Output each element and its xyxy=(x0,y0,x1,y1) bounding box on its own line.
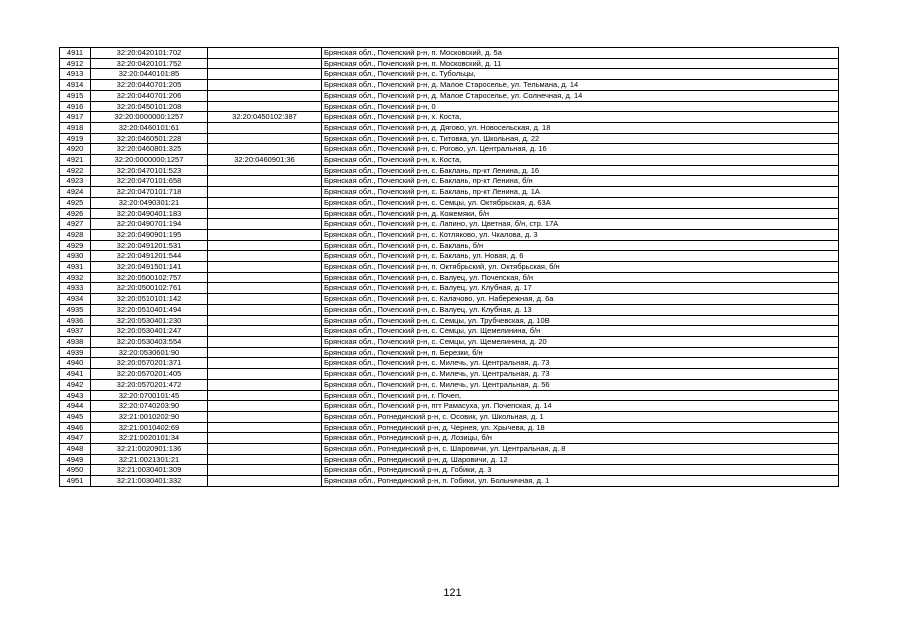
table-row xyxy=(60,304,839,315)
cadastral-number-cell: 32:20:0530601:90 xyxy=(91,347,208,358)
previous-number-cell xyxy=(208,208,322,219)
cadastral-number-cell: 32:20:0490701:194 xyxy=(91,219,208,230)
row-number-cell: 4939 xyxy=(60,347,91,358)
address-cell: Брянская обл., Рогнединский р-н, д. Гобики, д. 3 xyxy=(322,465,839,476)
table-row xyxy=(60,155,839,166)
previous-number-cell: 32:20:0460901:36 xyxy=(208,155,322,166)
table-row xyxy=(60,251,839,262)
previous-number-cell xyxy=(208,58,322,69)
table-row xyxy=(60,411,839,422)
cadastral-number-cell: 32:20:0460101:61 xyxy=(91,122,208,133)
address-cell: Брянская обл., Почепский р-н, с. Баклань, ул. Новая, д. 6 xyxy=(322,251,839,262)
address-cell: Брянская обл., Почепский р-н, п. Березки, б/н xyxy=(322,347,839,358)
cadastral-number-cell: 32:20:0570201:371 xyxy=(91,358,208,369)
row-number-cell: 4936 xyxy=(60,315,91,326)
previous-number-cell xyxy=(208,262,322,273)
previous-number-cell xyxy=(208,336,322,347)
table-row xyxy=(60,390,839,401)
address-cell: Брянская обл., Почепский р-н, с. Милечь, ул. Центральная, д. 56 xyxy=(322,379,839,390)
cadastral-number-cell: 32:21:0010202:90 xyxy=(91,411,208,422)
address-cell: Брянская обл., Почепский р-н, с. Семцы, ул. Октябрьская, д. 63А xyxy=(322,197,839,208)
row-number-cell: 4949 xyxy=(60,454,91,465)
previous-number-cell xyxy=(208,454,322,465)
row-number-cell: 4921 xyxy=(60,155,91,166)
previous-number-cell xyxy=(208,187,322,198)
address-cell: Брянская обл., Почепский р-н, с. Калачово, ул. Набережная, д. 6а xyxy=(322,294,839,305)
cadastral-number-cell: 32:20:0460801:325 xyxy=(91,144,208,155)
previous-number-cell xyxy=(208,48,322,59)
previous-number-cell: 32:20:0450102:387 xyxy=(208,112,322,123)
cadastral-number-cell: 32:20:0460501:228 xyxy=(91,133,208,144)
row-number-cell: 4948 xyxy=(60,444,91,455)
table-row xyxy=(60,219,839,230)
address-cell: Брянская обл., Почепский р-н, пгт Рамасуха, ул. Почепская, д. 14 xyxy=(322,401,839,412)
cadastral-number-cell: 32:20:0500102:761 xyxy=(91,283,208,294)
cadastral-number-cell: 32:20:0491201:531 xyxy=(91,240,208,251)
cadastral-number-cell: 32:20:0491501:141 xyxy=(91,262,208,273)
address-cell: Брянская обл., Почепский р-н, с. Семцы, ул. Щемелинина, б/н xyxy=(322,326,839,337)
table-row xyxy=(60,283,839,294)
address-cell: Брянская обл., Почепский р-н, с. Милечь, ул. Центральная, д. 73 xyxy=(322,369,839,380)
address-cell: Брянская обл., Рогнединский р-н, д. Шаровичи, д. 12 xyxy=(322,454,839,465)
table-row xyxy=(60,176,839,187)
table-row xyxy=(60,58,839,69)
address-cell: Брянская обл., Почепский р-н, с. Баклань, пр-кт Ленина, д. 1А xyxy=(322,187,839,198)
table-row xyxy=(60,454,839,465)
cadastral-number-cell: 32:21:0021301:21 xyxy=(91,454,208,465)
cadastral-number-cell: 32:20:0570201:472 xyxy=(91,379,208,390)
row-number-cell: 4944 xyxy=(60,401,91,412)
row-number-cell: 4938 xyxy=(60,336,91,347)
row-number-cell: 4946 xyxy=(60,422,91,433)
row-number-cell: 4926 xyxy=(60,208,91,219)
cadastral-number-cell: 32:20:0450101:208 xyxy=(91,101,208,112)
previous-number-cell xyxy=(208,294,322,305)
table-row xyxy=(60,112,839,123)
row-number-cell: 4914 xyxy=(60,80,91,91)
table-row xyxy=(60,326,839,337)
cadastral-number-cell: 32:20:0490301:21 xyxy=(91,197,208,208)
previous-number-cell xyxy=(208,315,322,326)
cadastral-number-cell: 32:20:0420101:752 xyxy=(91,58,208,69)
address-cell: Брянская обл., Почепский р-н, с. Баклань, пр-кт Ленина, д. 16 xyxy=(322,165,839,176)
previous-number-cell xyxy=(208,401,322,412)
cadastral-number-cell: 32:21:0010402:69 xyxy=(91,422,208,433)
previous-number-cell xyxy=(208,90,322,101)
table-row xyxy=(60,347,839,358)
row-number-cell: 4922 xyxy=(60,165,91,176)
previous-number-cell xyxy=(208,219,322,230)
address-cell: Брянская обл., Почепский р-н, д. Малое Староселье, ул. Солнечная, д. 14 xyxy=(322,90,839,101)
previous-number-cell xyxy=(208,251,322,262)
table-row xyxy=(60,262,839,273)
registry-table xyxy=(59,47,839,487)
previous-number-cell xyxy=(208,101,322,112)
previous-number-cell xyxy=(208,465,322,476)
table-row xyxy=(60,444,839,455)
cadastral-number-cell: 32:20:0500102:757 xyxy=(91,272,208,283)
row-number-cell: 4920 xyxy=(60,144,91,155)
row-number-cell: 4943 xyxy=(60,390,91,401)
address-cell: Брянская обл., Почепский р-н, д. Дягово, ул. Новосельская, д. 18 xyxy=(322,122,839,133)
cadastral-number-cell: 32:20:0440701:205 xyxy=(91,80,208,91)
address-cell: Брянская обл., Почепский р-н, п. Октябрьский, ул. Октябрьская, б/н xyxy=(322,262,839,273)
cadastral-number-cell: 32:20:0000000:1257 xyxy=(91,155,208,166)
row-number-cell: 4950 xyxy=(60,465,91,476)
address-cell: Брянская обл., Рогнединский р-н, д. Лозицы, б/н xyxy=(322,433,839,444)
row-number-cell: 4915 xyxy=(60,90,91,101)
address-cell: Брянская обл., Почепский р-н, с. Баклань, пр-кт Ленина, б/н xyxy=(322,176,839,187)
previous-number-cell xyxy=(208,476,322,487)
table-row xyxy=(60,69,839,80)
row-number-cell: 4916 xyxy=(60,101,91,112)
address-cell: Брянская обл., Почепский р-н, х. Коста, xyxy=(322,112,839,123)
previous-number-cell xyxy=(208,411,322,422)
row-number-cell: 4933 xyxy=(60,283,91,294)
row-number-cell: 4919 xyxy=(60,133,91,144)
row-number-cell: 4942 xyxy=(60,379,91,390)
table-row xyxy=(60,379,839,390)
address-cell: Брянская обл., Почепский р-н, 0 xyxy=(322,101,839,112)
table-row xyxy=(60,433,839,444)
table-row xyxy=(60,465,839,476)
previous-number-cell xyxy=(208,122,322,133)
row-number-cell: 4929 xyxy=(60,240,91,251)
table-row xyxy=(60,358,839,369)
row-number-cell: 4917 xyxy=(60,112,91,123)
previous-number-cell xyxy=(208,444,322,455)
previous-number-cell xyxy=(208,272,322,283)
cadastral-number-cell: 32:20:0000000:1257 xyxy=(91,112,208,123)
table-row xyxy=(60,315,839,326)
address-cell: Брянская обл., Почепский р-н, с. Баклань, б/н xyxy=(322,240,839,251)
address-cell: Брянская обл., Почепский р-н, п. Московский, д. 5а xyxy=(322,48,839,59)
previous-number-cell xyxy=(208,422,322,433)
previous-number-cell xyxy=(208,165,322,176)
row-number-cell: 4913 xyxy=(60,69,91,80)
cadastral-number-cell: 32:20:0490901:195 xyxy=(91,229,208,240)
address-cell: Брянская обл., Почепский р-н, с. Семцы, ул. Трубчевская, д. 10В xyxy=(322,315,839,326)
row-number-cell: 4945 xyxy=(60,411,91,422)
row-number-cell: 4932 xyxy=(60,272,91,283)
table-row xyxy=(60,272,839,283)
row-number-cell: 4941 xyxy=(60,369,91,380)
row-number-cell: 4937 xyxy=(60,326,91,337)
address-cell: Брянская обл., Почепский р-н, с. Лапино, ул. Цветная, б/н, стр. 17А xyxy=(322,219,839,230)
row-number-cell: 4940 xyxy=(60,358,91,369)
address-cell: Брянская обл., Рогнединский р-н, с. Осовик, ул. Школьная, д. 1 xyxy=(322,411,839,422)
address-cell: Брянская обл., Почепский р-н, с. Милечь, ул. Центральная, д. 73 xyxy=(322,358,839,369)
previous-number-cell xyxy=(208,176,322,187)
row-number-cell: 4951 xyxy=(60,476,91,487)
address-cell: Брянская обл., Почепский р-н, с. Титовка, ул. Школьная, д. 22 xyxy=(322,133,839,144)
cadastral-number-cell: 32:20:0510401:494 xyxy=(91,304,208,315)
address-cell: Брянская обл., Почепский р-н, с. Валуец, ул. Клубная, д. 17 xyxy=(322,283,839,294)
cadastral-number-cell: 32:20:0470101:718 xyxy=(91,187,208,198)
previous-number-cell xyxy=(208,133,322,144)
row-number-cell: 4924 xyxy=(60,187,91,198)
previous-number-cell xyxy=(208,358,322,369)
cadastral-number-cell: 32:20:0530403:554 xyxy=(91,336,208,347)
cadastral-number-cell: 32:20:0740203:90 xyxy=(91,401,208,412)
address-cell: Брянская обл., Почепский р-н, д. Малое Староселье, ул. Тельмана, д. 14 xyxy=(322,80,839,91)
previous-number-cell xyxy=(208,304,322,315)
previous-number-cell xyxy=(208,69,322,80)
previous-number-cell xyxy=(208,433,322,444)
address-cell: Брянская обл., Почепский р-н, с. Семцы, ул. Щемелинина, д. 20 xyxy=(322,336,839,347)
table-row xyxy=(60,165,839,176)
cadastral-number-cell: 32:20:0510101:142 xyxy=(91,294,208,305)
address-cell: Брянская обл., Почепский р-н, с. Тубольцы, xyxy=(322,69,839,80)
row-number-cell: 4930 xyxy=(60,251,91,262)
address-cell: Брянская обл., Рогнединский р-н, с. Шаровичи, ул. Центральная, д. 8 xyxy=(322,444,839,455)
address-cell: Брянская обл., Почепский р-н, с. Валуец, ул. Почепская, б/н xyxy=(322,272,839,283)
table-row xyxy=(60,240,839,251)
previous-number-cell xyxy=(208,379,322,390)
previous-number-cell xyxy=(208,197,322,208)
previous-number-cell xyxy=(208,283,322,294)
table-row xyxy=(60,122,839,133)
registry-table-body xyxy=(60,48,839,487)
table-row xyxy=(60,401,839,412)
table-row xyxy=(60,422,839,433)
cadastral-number-cell: 32:20:0570201:405 xyxy=(91,369,208,380)
address-cell: Брянская обл., Почепский р-н, д. Кожемяки, б/н xyxy=(322,208,839,219)
table-row xyxy=(60,197,839,208)
cadastral-number-cell: 32:21:0020901:136 xyxy=(91,444,208,455)
row-number-cell: 4927 xyxy=(60,219,91,230)
cadastral-number-cell: 32:20:0440701:206 xyxy=(91,90,208,101)
row-number-cell: 4931 xyxy=(60,262,91,273)
previous-number-cell xyxy=(208,144,322,155)
table-row xyxy=(60,48,839,59)
address-cell: Брянская обл., Рогнединский р-н, д. Чернея, ул. Хрычева, д. 18 xyxy=(322,422,839,433)
cadastral-number-cell: 32:21:0030401:309 xyxy=(91,465,208,476)
table-row xyxy=(60,133,839,144)
address-cell: Брянская обл., Почепский р-н, с. Валуец, ул. Клубная, д. 13 xyxy=(322,304,839,315)
address-cell: Брянская обл., Почепский р-н, с. Котляково, ул. Чкалова, д. 3 xyxy=(322,229,839,240)
table-row xyxy=(60,294,839,305)
previous-number-cell xyxy=(208,326,322,337)
address-cell: Брянская обл., Почепский р-н, п. Московский, д. 11 xyxy=(322,58,839,69)
page-number: 121 xyxy=(443,587,462,599)
cadastral-number-cell: 32:20:0530401:247 xyxy=(91,326,208,337)
row-number-cell: 4912 xyxy=(60,58,91,69)
table-row xyxy=(60,187,839,198)
address-cell: Брянская обл., Почепский р-н, х. Коста, xyxy=(322,155,839,166)
address-cell: Брянская обл., Почепский р-н, г. Почеп, xyxy=(322,390,839,401)
row-number-cell: 4934 xyxy=(60,294,91,305)
cadastral-number-cell: 32:20:0530401:230 xyxy=(91,315,208,326)
cadastral-number-cell: 32:20:0491201:544 xyxy=(91,251,208,262)
table-row xyxy=(60,229,839,240)
row-number-cell: 4911 xyxy=(60,48,91,59)
cadastral-number-cell: 32:20:0700101:45 xyxy=(91,390,208,401)
row-number-cell: 4928 xyxy=(60,229,91,240)
table-row xyxy=(60,90,839,101)
previous-number-cell xyxy=(208,240,322,251)
cadastral-number-cell: 32:21:0030401:332 xyxy=(91,476,208,487)
cadastral-number-cell: 32:20:0470101:523 xyxy=(91,165,208,176)
row-number-cell: 4925 xyxy=(60,197,91,208)
row-number-cell: 4923 xyxy=(60,176,91,187)
table-row xyxy=(60,208,839,219)
row-number-cell: 4918 xyxy=(60,122,91,133)
previous-number-cell xyxy=(208,80,322,91)
cadastral-number-cell: 32:21:0020101:34 xyxy=(91,433,208,444)
table-row xyxy=(60,336,839,347)
row-number-cell: 4947 xyxy=(60,433,91,444)
row-number-cell: 4935 xyxy=(60,304,91,315)
table-row xyxy=(60,144,839,155)
table-row xyxy=(60,101,839,112)
cadastral-number-cell: 32:20:0440101:85 xyxy=(91,69,208,80)
cadastral-number-cell: 32:20:0420101:702 xyxy=(91,48,208,59)
previous-number-cell xyxy=(208,369,322,380)
previous-number-cell xyxy=(208,347,322,358)
previous-number-cell xyxy=(208,229,322,240)
cadastral-number-cell: 32:20:0470101:658 xyxy=(91,176,208,187)
previous-number-cell xyxy=(208,390,322,401)
address-cell: Брянская обл., Почепский р-н, с. Рогово, ул. Центральная, д. 16 xyxy=(322,144,839,155)
table-row xyxy=(60,80,839,91)
table-row xyxy=(60,476,839,487)
cadastral-number-cell: 32:20:0490401:183 xyxy=(91,208,208,219)
table-row xyxy=(60,369,839,380)
address-cell: Брянская обл., Рогнединский р-н, п. Гобики, ул. Больничная, д. 1 xyxy=(322,476,839,487)
